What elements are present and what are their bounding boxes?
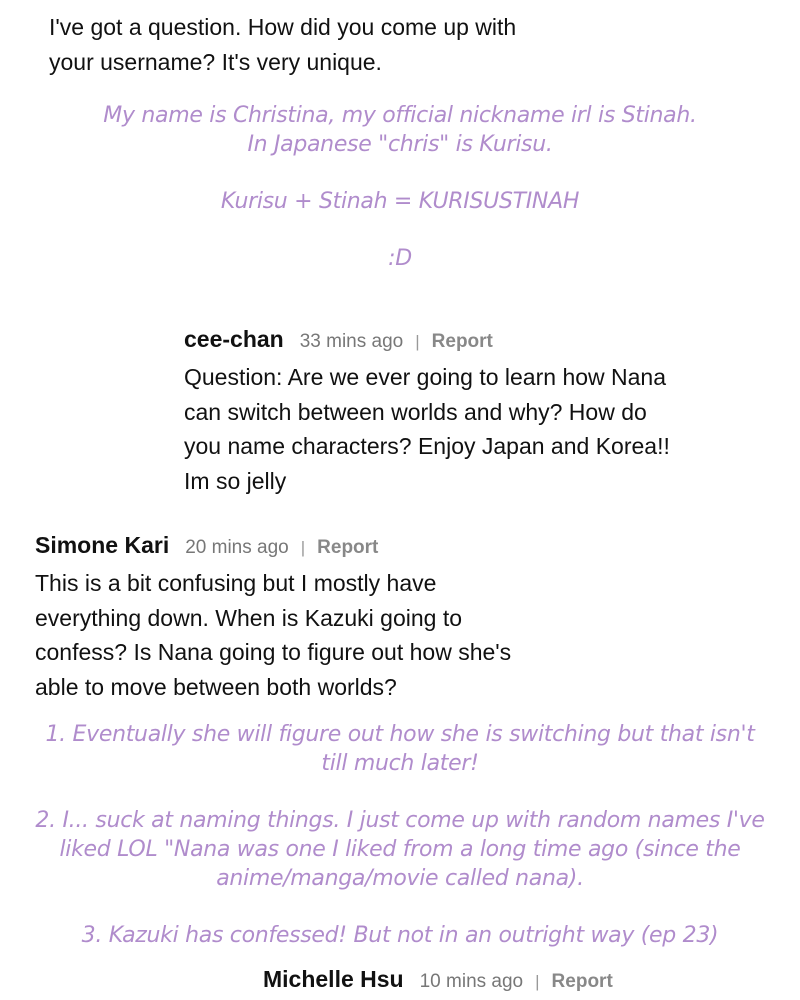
meta-separator: | — [535, 972, 540, 991]
author-reply-2 — [0, 720, 800, 950]
comment-4-header — [263, 966, 613, 993]
comment-3-line-1: This is a bit confusing but I mostly have — [35, 570, 437, 596]
comment-1-line-2: your username? It's very unique. — [49, 48, 382, 75]
report-link[interactable]: Report — [431, 331, 493, 352]
reply-2-line-5: anime/manga/movie called nana). — [216, 866, 584, 891]
comment-author[interactable]: Simone Kari — [35, 532, 170, 558]
reply-1-line-3: Kurisu + Stinah = KURISUSTINAH — [220, 189, 580, 214]
comment-3-line-2: everything down. When is Kazuki going to — [35, 604, 463, 631]
meta-separator: | — [300, 538, 306, 557]
comment-2-line-2: can switch between worlds and why? How do — [184, 398, 647, 425]
meta-separator: | — [415, 332, 420, 351]
comment-3-header — [35, 532, 378, 559]
comment-2-line-1: Question: Are we ever going to learn how Nana — [184, 364, 667, 390]
comment-1-body — [49, 10, 749, 79]
comment-3-line-3: confess? Is Nana going to figure out how she's — [35, 639, 512, 665]
comment-author[interactable]: Michelle Hsu — [263, 966, 404, 992]
comment-timestamp: 10 mins ago — [419, 971, 524, 992]
comment-2-line-4: Im so jelly — [184, 467, 287, 494]
comment-2-header — [184, 326, 493, 353]
report-link[interactable]: Report — [551, 971, 613, 992]
reply-2-line-1: 1. Eventually she will figure out how she is switching but that isn't — [45, 722, 755, 747]
author-reply-1 — [0, 101, 800, 273]
reply-2-line-2: till much later! — [321, 751, 479, 776]
comment-1-line-1: I've got a question. How did you come up with — [49, 14, 517, 40]
comment-3-line-4: able to move between both worlds? — [35, 673, 397, 700]
comment-2-line-3: you name characters? Enjoy Japan and Korea!! — [184, 433, 670, 459]
comment-timestamp: 33 mins ago — [299, 331, 404, 352]
comment-2-body — [184, 360, 784, 498]
reply-1-line-1: My name is Christina, my official nickname irl is Stinah. — [103, 103, 697, 128]
comment-3-body — [35, 566, 655, 704]
reply-2-line-3: 2. I... suck at naming things. I just come up with random names I've — [35, 808, 765, 833]
reply-2-line-6: 3. Kazuki has confessed! But not in an outright way (ep 23) — [81, 923, 719, 948]
comment-timestamp: 20 mins ago — [185, 537, 289, 558]
comment-author[interactable]: cee-chan — [184, 326, 284, 352]
reply-2-line-4: liked LOL "Nana was one I liked from a long time ago (since the — [59, 837, 741, 862]
reply-1-line-4: :D — [388, 246, 412, 271]
reply-1-line-2: In Japanese "chris" is Kurisu. — [247, 132, 553, 157]
report-link[interactable]: Report — [317, 537, 379, 558]
